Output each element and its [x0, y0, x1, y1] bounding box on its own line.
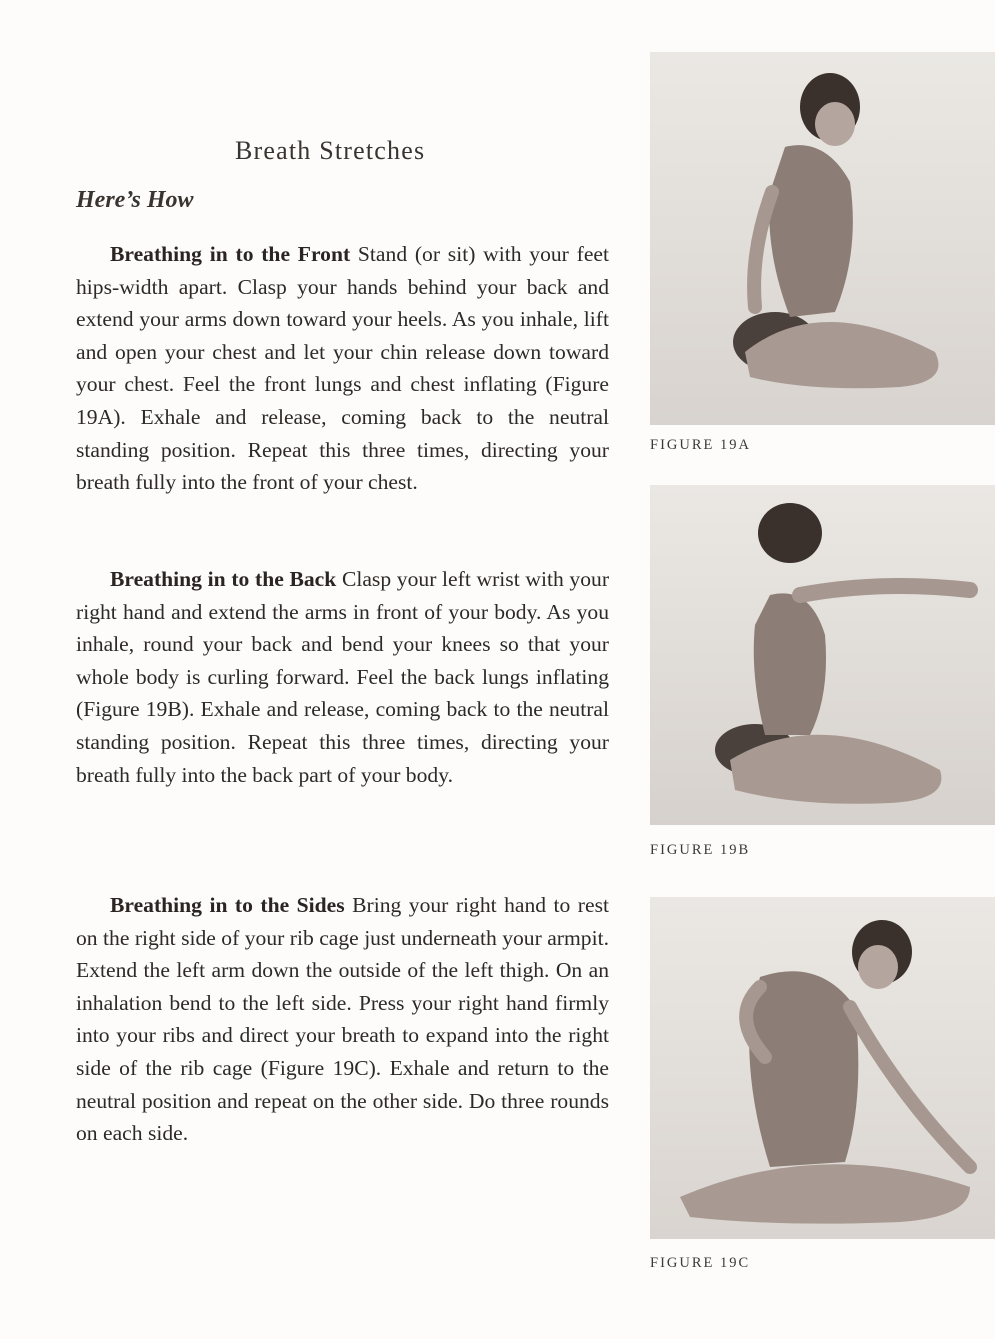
seated-back-stretch-photo [650, 485, 995, 825]
paragraph-body: Stand (or sit) with your feet hips-width apart. Clasp your hands behind your back and extend your arms down toward your heels. As you inhale, lift and open your chest and let your chin release down toward your chest. Feel the front lungs and chest inflating (Figure 19A). Exhale and release, coming back to the neutral standing position. Repeat this three times, directing your breath fully into the front of your chest. [76, 242, 609, 495]
figure-19b-caption: FIGURE 19B [650, 842, 751, 858]
figure-19b-photo [650, 485, 995, 825]
seated-side-stretch-photo [650, 897, 995, 1239]
paragraph-heading: Breathing in to the Front [110, 242, 351, 266]
paragraph-back [76, 563, 609, 791]
figure-19a-caption: FIGURE 19A [650, 437, 751, 453]
figure-19c-caption: FIGURE 19C [650, 1255, 751, 1271]
section-title: Breath Stretches [235, 136, 426, 165]
paragraph-heading: Breathing in to the Back [110, 567, 337, 591]
seated-front-stretch-photo [650, 52, 995, 425]
paragraph-body: Bring your right hand to rest on the right side of your rib cage just underneath your armpit. Extend the left arm down the outside of the left thigh. On an inhalation bend to the left side. Press your right hand firmly into your ribs and direct your breath to expand into the right side of the rib cage (Figure 19C). Exhale and return to the neutral position and repeat on the other side. Do three rounds on each side. [76, 893, 609, 1146]
figure-19a-photo [650, 52, 995, 425]
paragraph-heading: Breathing in to the Sides [110, 893, 345, 917]
figure-19c-photo [650, 897, 995, 1239]
paragraph-sides [76, 889, 609, 1150]
paragraph-front [76, 238, 609, 499]
section-subtitle: Here’s How [76, 187, 194, 213]
paragraph-body: Clasp your left wrist with your right hand and extend the arms in front of your body. As you inhale, round your back and bend your knees so that your whole body is curling forward. Feel the back lungs inflating (Figure 19B). Exhale and release, coming back to the neutral standing position. Repeat this three times, directing your breath fully into the back part of your body. [76, 567, 610, 787]
